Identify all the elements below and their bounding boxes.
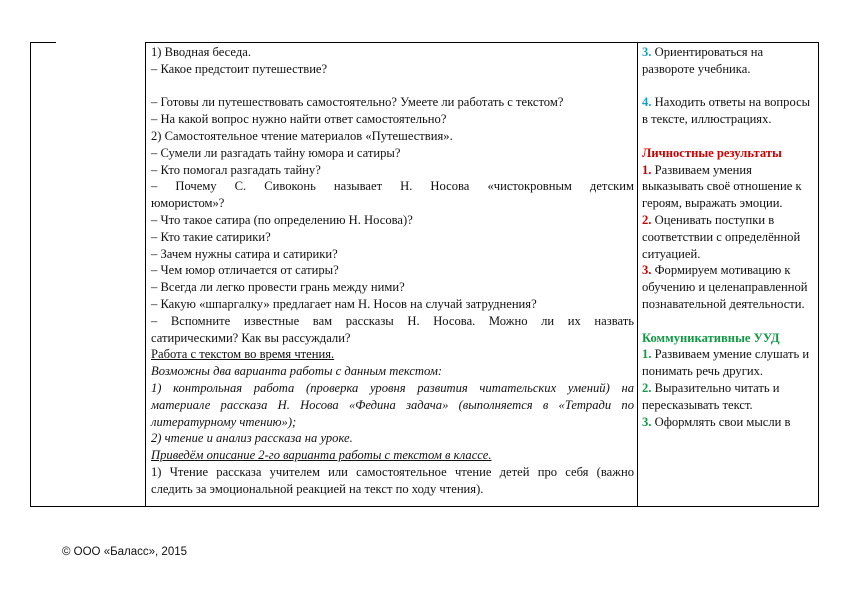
section-heading: Работа с текстом во время чтения. xyxy=(151,347,335,362)
outcome-item xyxy=(642,44,814,78)
text-line: сатирическими? Как вы рассуждали? xyxy=(151,330,351,345)
lesson-steps-cell xyxy=(151,44,634,498)
text-line-italic: материале рассказа Н. Носова «Федина задача» (выполняется в «Тетради по xyxy=(151,397,634,412)
text-line-italic: литературному чтению»); xyxy=(151,414,297,429)
outcome-item xyxy=(642,212,814,262)
outcome-number: 3. xyxy=(642,45,652,59)
spacer xyxy=(642,313,814,330)
text-line: – Чем юмор отличается от сатиры? xyxy=(151,263,339,278)
outcome-item xyxy=(642,346,814,380)
outcome-text: Развиваем умение слушать и понимать речь других. xyxy=(642,347,810,379)
text-line: – Зачем нужны сатира и сатирики? xyxy=(151,246,338,261)
text-line-italic: 1) контрольная работа (проверка уровня развития читательских умений) на xyxy=(151,380,634,395)
text-line: 2) Самостоятельное чтение материалов «Путешествия». xyxy=(151,128,453,143)
table-bottom-border xyxy=(30,506,819,507)
text-line: – Кто такие сатирики? xyxy=(151,229,271,244)
outcome-number: 3. xyxy=(642,414,652,429)
spacer xyxy=(642,78,814,95)
outcome-number: 2. xyxy=(642,380,652,395)
text-line: – Что такое сатира (по определению Н. Носова)? xyxy=(151,212,413,227)
lesson-table xyxy=(30,42,819,507)
outcome-text: Ориентироваться на развороте учебника. xyxy=(642,45,764,76)
text-line: 1) Вводная беседа. xyxy=(151,45,251,59)
text-line: – Всегда ли легко провести грань между ними? xyxy=(151,280,405,295)
text-line: – Вспомните известные вам рассказы Н. Носова. Можно ли их назвать xyxy=(151,313,634,328)
personal-results-heading: Личностные результаты xyxy=(642,145,782,160)
outcome-number: 2. xyxy=(642,212,652,227)
spacer xyxy=(642,128,814,145)
communicative-heading: Коммуникативные УУД xyxy=(642,330,780,345)
section-heading-italic: Приведём описание 2-го варианта работы с текстом в классе. xyxy=(151,448,492,463)
table-top-border xyxy=(145,42,819,43)
column-border-left xyxy=(30,42,31,507)
outcome-text: Формируем мотивацию к обучению и целенаправленной познавательной деятельности. xyxy=(642,263,808,311)
outcome-item xyxy=(642,380,814,414)
text-line: 1) Чтение рассказа учителем или самостоятельное чтение детей про себя (важно xyxy=(151,464,634,479)
outcome-text: Оформлять свои мысли в xyxy=(654,414,791,429)
outcome-number: 4. xyxy=(642,95,652,110)
outcome-number: 3. xyxy=(642,263,652,278)
text-line: – Какое предстоит путешествие? xyxy=(151,61,328,76)
empty-line xyxy=(151,78,634,95)
outcome-number: 1. xyxy=(642,347,652,362)
text-line: юмористом»? xyxy=(151,196,225,211)
outcome-text: Оценивать поступки в соответствии с определённой ситуацией. xyxy=(642,212,801,261)
outcome-text: Находить ответы на вопросы в тексте, иллюстрациях. xyxy=(642,95,811,127)
learning-outcomes-cell xyxy=(642,44,814,430)
outcome-item xyxy=(642,262,814,312)
outcome-item xyxy=(642,94,814,128)
outcome-text: Выразительно читать и пересказывать текст. xyxy=(642,380,780,412)
text-line: – Сумели ли разгадать тайну юмора и сатиры? xyxy=(151,145,401,160)
copyright-footer: © ООО «Баласс», 2015 xyxy=(62,546,188,558)
text-line: – Почему С. Сивоконь называет Н. Носова «чистокровным детским xyxy=(151,179,634,194)
text-line-italic: Возможны два варианта работы с данным текстом: xyxy=(151,364,443,379)
outcome-number: 1. xyxy=(642,162,652,177)
outcome-item xyxy=(642,414,814,431)
outcome-text: Развиваем умения выказывать своё отношение к героям, выражать эмоции. xyxy=(642,162,802,211)
outcome-item xyxy=(642,162,814,212)
text-line: – Готовы ли путешествовать самостоятельно? Умеете ли работать с текстом? xyxy=(151,95,564,110)
text-line: – На какой вопрос нужно найти ответ самостоятельно? xyxy=(151,112,447,127)
column-border-1 xyxy=(145,42,146,507)
text-line: – Какую «шпаргалку» предлагает нам Н. Носов на случай затруднения? xyxy=(151,296,537,311)
text-line: следить за эмоциональной реакцией на текст по ходу чтения). xyxy=(151,481,484,496)
text-line: – Кто помогал разгадать тайну? xyxy=(151,162,321,177)
column-border-2 xyxy=(637,42,638,507)
table-top-border-left xyxy=(30,42,56,43)
text-line-italic: 2) чтение и анализ рассказа на уроке. xyxy=(151,431,353,446)
column-border-right xyxy=(818,42,819,507)
